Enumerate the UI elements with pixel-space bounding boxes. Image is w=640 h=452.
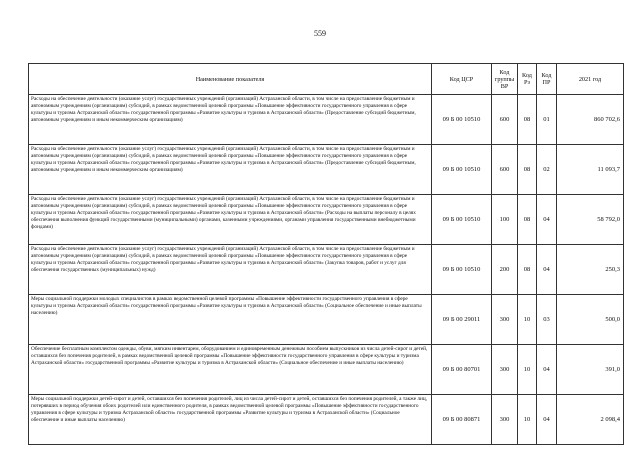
row-kcsr: 09 Б 00 10510 bbox=[432, 245, 492, 295]
row-name: Расходы на обеспечение деятельности (оказание услуг) государственных учреждений (организаций) Астраханской области, в том числе на предоставление бюджетным и автономным учреждениям (организациям) субсидий, в рамках ведомственной целевой программы «Повышение эффективности государственного управления в сфере культуры и туризма Астраханской области» государственной программы «Развитие культуры и туризма в Астраханской области» (Предоставление субсидий бюджетным, автономным учреждениям и иным некоммерческим организациям) bbox=[29, 95, 432, 145]
table-row bbox=[29, 295, 624, 345]
row-rz: 08 bbox=[518, 195, 537, 245]
row-amount: 500,0 bbox=[557, 295, 624, 345]
row-amount: 250,3 bbox=[557, 245, 624, 295]
row-pr: 04 bbox=[537, 195, 557, 245]
row-rz: 08 bbox=[518, 245, 537, 295]
row-rz: 10 bbox=[518, 395, 537, 445]
row-kcsr: 09 Б 00 10510 bbox=[432, 95, 492, 145]
row-pr: 04 bbox=[537, 395, 557, 445]
header-year: 2021 год bbox=[557, 64, 624, 95]
row-pr: 04 bbox=[537, 245, 557, 295]
row-kcsr: 09 Б 00 10510 bbox=[432, 195, 492, 245]
row-name: Меры социальной поддержки молодых специалистов в рамках ведомственной целевой программы «Повышение эффективности государственного управления в сфере культуры и туризма Астраханской области» государственной программы «Развитие культуры и туризма в Астраханской области» (Социальное обеспечение и иные выплаты населению) bbox=[29, 295, 432, 345]
row-name: Расходы на обеспечение деятельности (оказание услуг) государственных учреждений (организаций) Астраханской области, в том числе на предоставление бюджетным и автономным учреждениям (организациям) субсидий, в рамках ведомственной целевой программы «Повышение эффективности государственного управления в сфере культуры и туризма Астраханской области» государственной программы «Развитие культуры и туризма в Астраханской области» (Закупка товаров, работ и услуг для обеспечения государственных (муниципальных) нужд) bbox=[29, 245, 432, 295]
header-kcsr: Код ЦСР bbox=[432, 64, 492, 95]
row-rz: 08 bbox=[518, 95, 537, 145]
page-number: 559 bbox=[314, 29, 326, 38]
row-kcsr: 09 Б 00 80701 bbox=[432, 345, 492, 395]
row-rz: 10 bbox=[518, 345, 537, 395]
row-kvr: 300 bbox=[492, 295, 518, 345]
row-kvr: 600 bbox=[492, 95, 518, 145]
row-rz: 10 bbox=[518, 295, 537, 345]
table-row bbox=[29, 395, 624, 445]
row-amount: 860 702,6 bbox=[557, 95, 624, 145]
row-pr: 02 bbox=[537, 145, 557, 195]
row-kcsr: 09 Б 00 80871 bbox=[432, 395, 492, 445]
row-kvr: 300 bbox=[492, 395, 518, 445]
row-pr: 03 bbox=[537, 295, 557, 345]
row-kcsr: 09 Б 00 10510 bbox=[432, 145, 492, 195]
row-amount: 2 098,4 bbox=[557, 395, 624, 445]
row-amount: 391,0 bbox=[557, 345, 624, 395]
row-name: Обеспечение бесплатным комплектом одежды, обуви, мягким инвентарем, оборудованием и единовременным денежным пособием выпускников из числа детей-сирот и детей, оставшихся без попечения родителей, в рамках ведомственной целевой программы «Повышение эффективности государственного управления в сфере культуры и туризма Астраханской области» государственной программы «Развитие культуры и туризма в Астраханской области» (Социальное обеспечение и иные выплаты населению) bbox=[29, 345, 432, 395]
table-header-row bbox=[29, 64, 624, 95]
row-kvr: 100 bbox=[492, 195, 518, 245]
row-kvr: 600 bbox=[492, 145, 518, 195]
table-row bbox=[29, 95, 624, 145]
row-kcsr: 09 Б 00 29011 bbox=[432, 295, 492, 345]
row-kvr: 300 bbox=[492, 345, 518, 395]
header-pr: Код ПР bbox=[537, 64, 557, 95]
row-name: Расходы на обеспечение деятельности (оказание услуг) государственных учреждений (организаций) Астраханской области, в том числе на предоставление бюджетным и автономным учреждениям (организациям) субсидий, в рамках ведомственной целевой программы «Повышение эффективности государственного управления в сфере культуры и туризма Астраханской области» государственной программы «Развитие культуры и туризма в Астраханской области» (Расходы на выплаты персоналу в целях обеспечения выполнения функций государственными (муниципальными) органами, казенными учреждениями, органами управления государственными внебюджетными фондами) bbox=[29, 195, 432, 245]
table-row bbox=[29, 345, 624, 395]
table-row bbox=[29, 195, 624, 245]
header-name: Наименование показателя bbox=[29, 64, 432, 95]
row-name: Меры социальной поддержки детей-сирот и детей, оставшихся без попечения родителей, лиц из числа детей-сирот и детей, оставшихся без попечения родителей, а также лиц, потерявших в период обучения обоих родителей или единственного родителя, в рамках ведомственной целевой программы «Повышение эффективности государственного управления в сфере культуры и туризма Астраханской области» государственной программы «Развитие культуры и туризма в Астраханской области» (Социальное обеспечение и иные выплаты населению) bbox=[29, 395, 432, 445]
row-rz: 08 bbox=[518, 145, 537, 195]
table-row bbox=[29, 145, 624, 195]
row-amount: 11 093,7 bbox=[557, 145, 624, 195]
row-pr: 01 bbox=[537, 95, 557, 145]
row-pr: 04 bbox=[537, 345, 557, 395]
table-row bbox=[29, 245, 624, 295]
budget-table bbox=[28, 63, 624, 445]
header-rz: Код Рз bbox=[518, 64, 537, 95]
row-name: Расходы на обеспечение деятельности (оказание услуг) государственных учреждений (организаций) Астраханской области, в том числе на предоставление бюджетным и автономным учреждениям (организациям) субсидий, в рамках ведомственной целевой программы «Повышение эффективности государственного управления в сфере культуры и туризма Астраханской области» государственной программы «Развитие культуры и туризма в Астраханской области» (Предоставление субсидий бюджетным, автономным учреждениям и иным некоммерческим организациям) bbox=[29, 145, 432, 195]
row-kvr: 200 bbox=[492, 245, 518, 295]
row-amount: 58 792,0 bbox=[557, 195, 624, 245]
header-kvr: Код группы ВР bbox=[492, 64, 518, 95]
